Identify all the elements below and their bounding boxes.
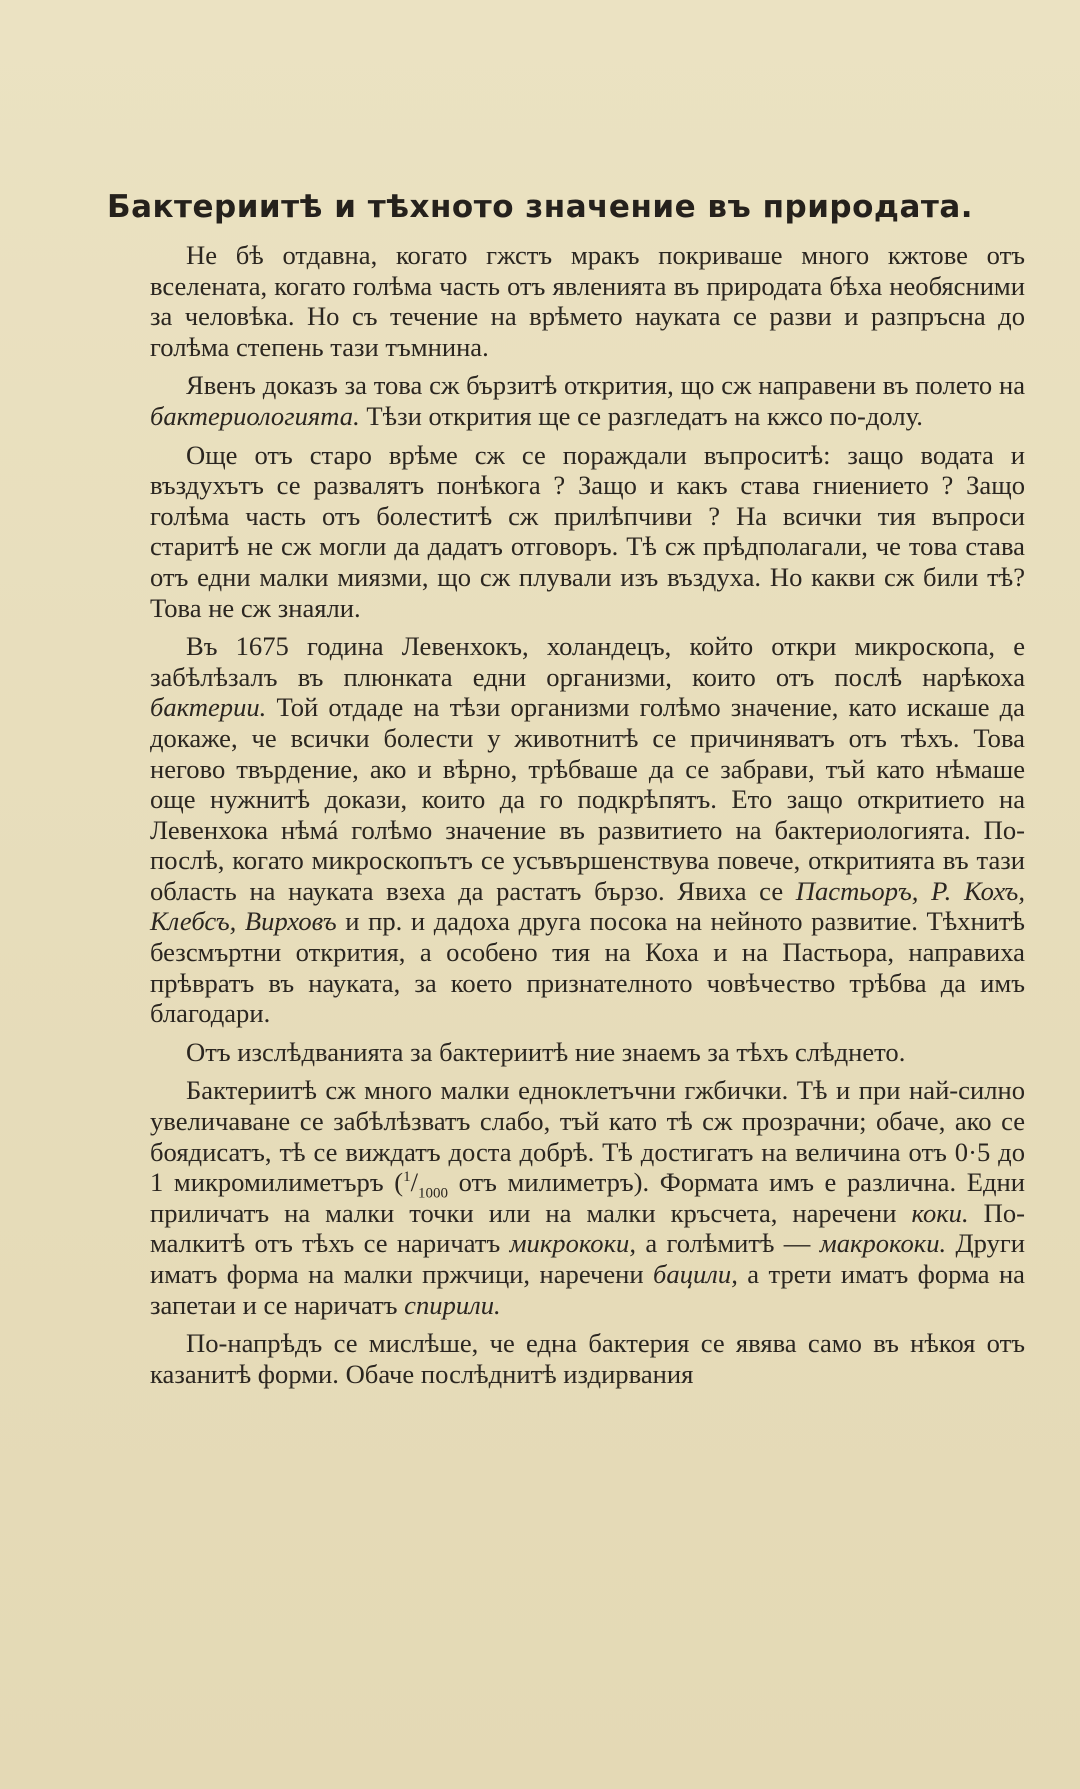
text-run: Бактериитѣ сж много малки едноклетъчни гжбички. Тѣ и при най-силно увеличаване се забѣлѣзватъ слабо, тъй като тѣ сж прозрачни; обаче, ако се боядисатъ, тѣ се виждатъ доста добрѣ. Тѣ достигатъ на величина отъ 0·5 до 1 микромилиметъръ (: [150, 1075, 1025, 1198]
text-run: Тѣзи открития ще се разгледатъ на кжсо по-долу.: [359, 400, 923, 431]
italic-text: микрококи,: [509, 1228, 636, 1259]
italic-text: Пастьоръ, Р. Кохъ, Клебсъ, Вирховъ: [150, 875, 1025, 937]
text-run: Не бѣ отдавна, когато гжстъ мракъ покриваше много кжтове отъ вселената, когато голѣма часть отъ явленията въ природата бѣха необясними за человѣка. Но съ течение на врѣмето науката се разви и разпръсна до голѣма степень тази тъмнина.: [150, 240, 1025, 362]
italic-text: коки.: [911, 1197, 969, 1228]
italic-text: макрококи.: [819, 1228, 947, 1259]
text-run: а трети иматъ форма на запетаи и се наричатъ: [150, 1259, 1025, 1320]
text-run: По-напрѣдъ се мислѣше, че една бактерия се явява само въ нѣкоя отъ казанитѣ форми. Обаче послѣднитѣ издирвания: [150, 1328, 1025, 1389]
paragraph: [150, 1037, 1025, 1068]
paragraph: [150, 631, 1025, 1029]
paragraph: [150, 1328, 1025, 1389]
text-run: и пр. и дадоха друга посока на нейното развитие. Тѣхнитѣ безсмъртни открития, а особено тия на Коха и на Пастьора, направиха прѣвратъ въ науката, за което признателното човѣчество трѣбва да имъ благодари.: [150, 906, 1025, 1029]
text-run: Още отъ старо врѣме сж се пораждали въпроситѣ: защо водата и въздухътъ се развалятъ понѣкога ? Защо и какъ става гниението ? Защо голѣма часть отъ болеститѣ сж прилѣпчиви ? На всички тия въпроси старитѣ не сж могли да дадатъ отговоръ. Тѣ сж прѣдполагали, че това става отъ едни малки миязми, що сж плували изъ въздуха. Но какви сж били тѣ? Това не сж знаяли.: [150, 439, 1025, 623]
text-run: Той отдаде на тѣзи организми голѣмо значение, като искаше да докаже, че всички болести у животнитѣ се причиняватъ отъ тѣхъ. Това негово твърдение, ако и вѣрно, трѣбваше да се забрави, тъй като нѣмаше още нужнитѣ докази, които да го подкрѣпятъ. Ето защо откритието на Левенхока нѣмá голѣмо значение въ развитието на бактериологията. По-послѣ, когато микроскопътъ се усъвършенствува повече, откритията въ тази область на науката взеха да растатъ бързо. Явиха се: [150, 692, 1025, 906]
text-run: отъ милиметръ). Формата имъ е различна. Едни приличатъ на малки точки или на малки кръсчета, наречени: [150, 1167, 1025, 1228]
paragraph: [150, 440, 1025, 624]
italic-text: бактериологията.: [150, 400, 360, 431]
italic-text: бацили,: [653, 1259, 738, 1289]
paragraph: [150, 1075, 1025, 1320]
paragraph: [150, 240, 1025, 362]
article-body: [150, 240, 1025, 1389]
page-title: Бактериитѣ и тѣхното значение въ природата.: [106, 188, 974, 225]
italic-text: спирили.: [404, 1289, 501, 1320]
text-run: а голѣмитѣ —: [636, 1228, 820, 1259]
italic-text: бактерии.: [150, 692, 267, 723]
text-run: Явенъ доказъ за това сж бързитѣ открития, що сж направени въ полето на: [186, 370, 1025, 401]
text-run: Отъ изслѣдванията за бактериитѣ ние знаемъ за тѣхъ слѣднето.: [186, 1036, 906, 1067]
text-run: /: [410, 1167, 418, 1198]
text-run: Други иматъ форма на малки пржчици, наречени: [150, 1228, 1026, 1289]
text-run: 1: [403, 1169, 411, 1186]
text-run: 1000: [417, 1185, 448, 1202]
text-run: По-малкитѣ отъ тѣхъ се наричатъ: [150, 1197, 1025, 1259]
text-run: Въ 1675 година Левенхокъ, холандецъ, който откри микроскопа, е забѣлѣзалъ въ плюнката едни организми, които отъ послѣ нарѣкоха: [150, 631, 1025, 692]
paragraph: [150, 370, 1025, 431]
